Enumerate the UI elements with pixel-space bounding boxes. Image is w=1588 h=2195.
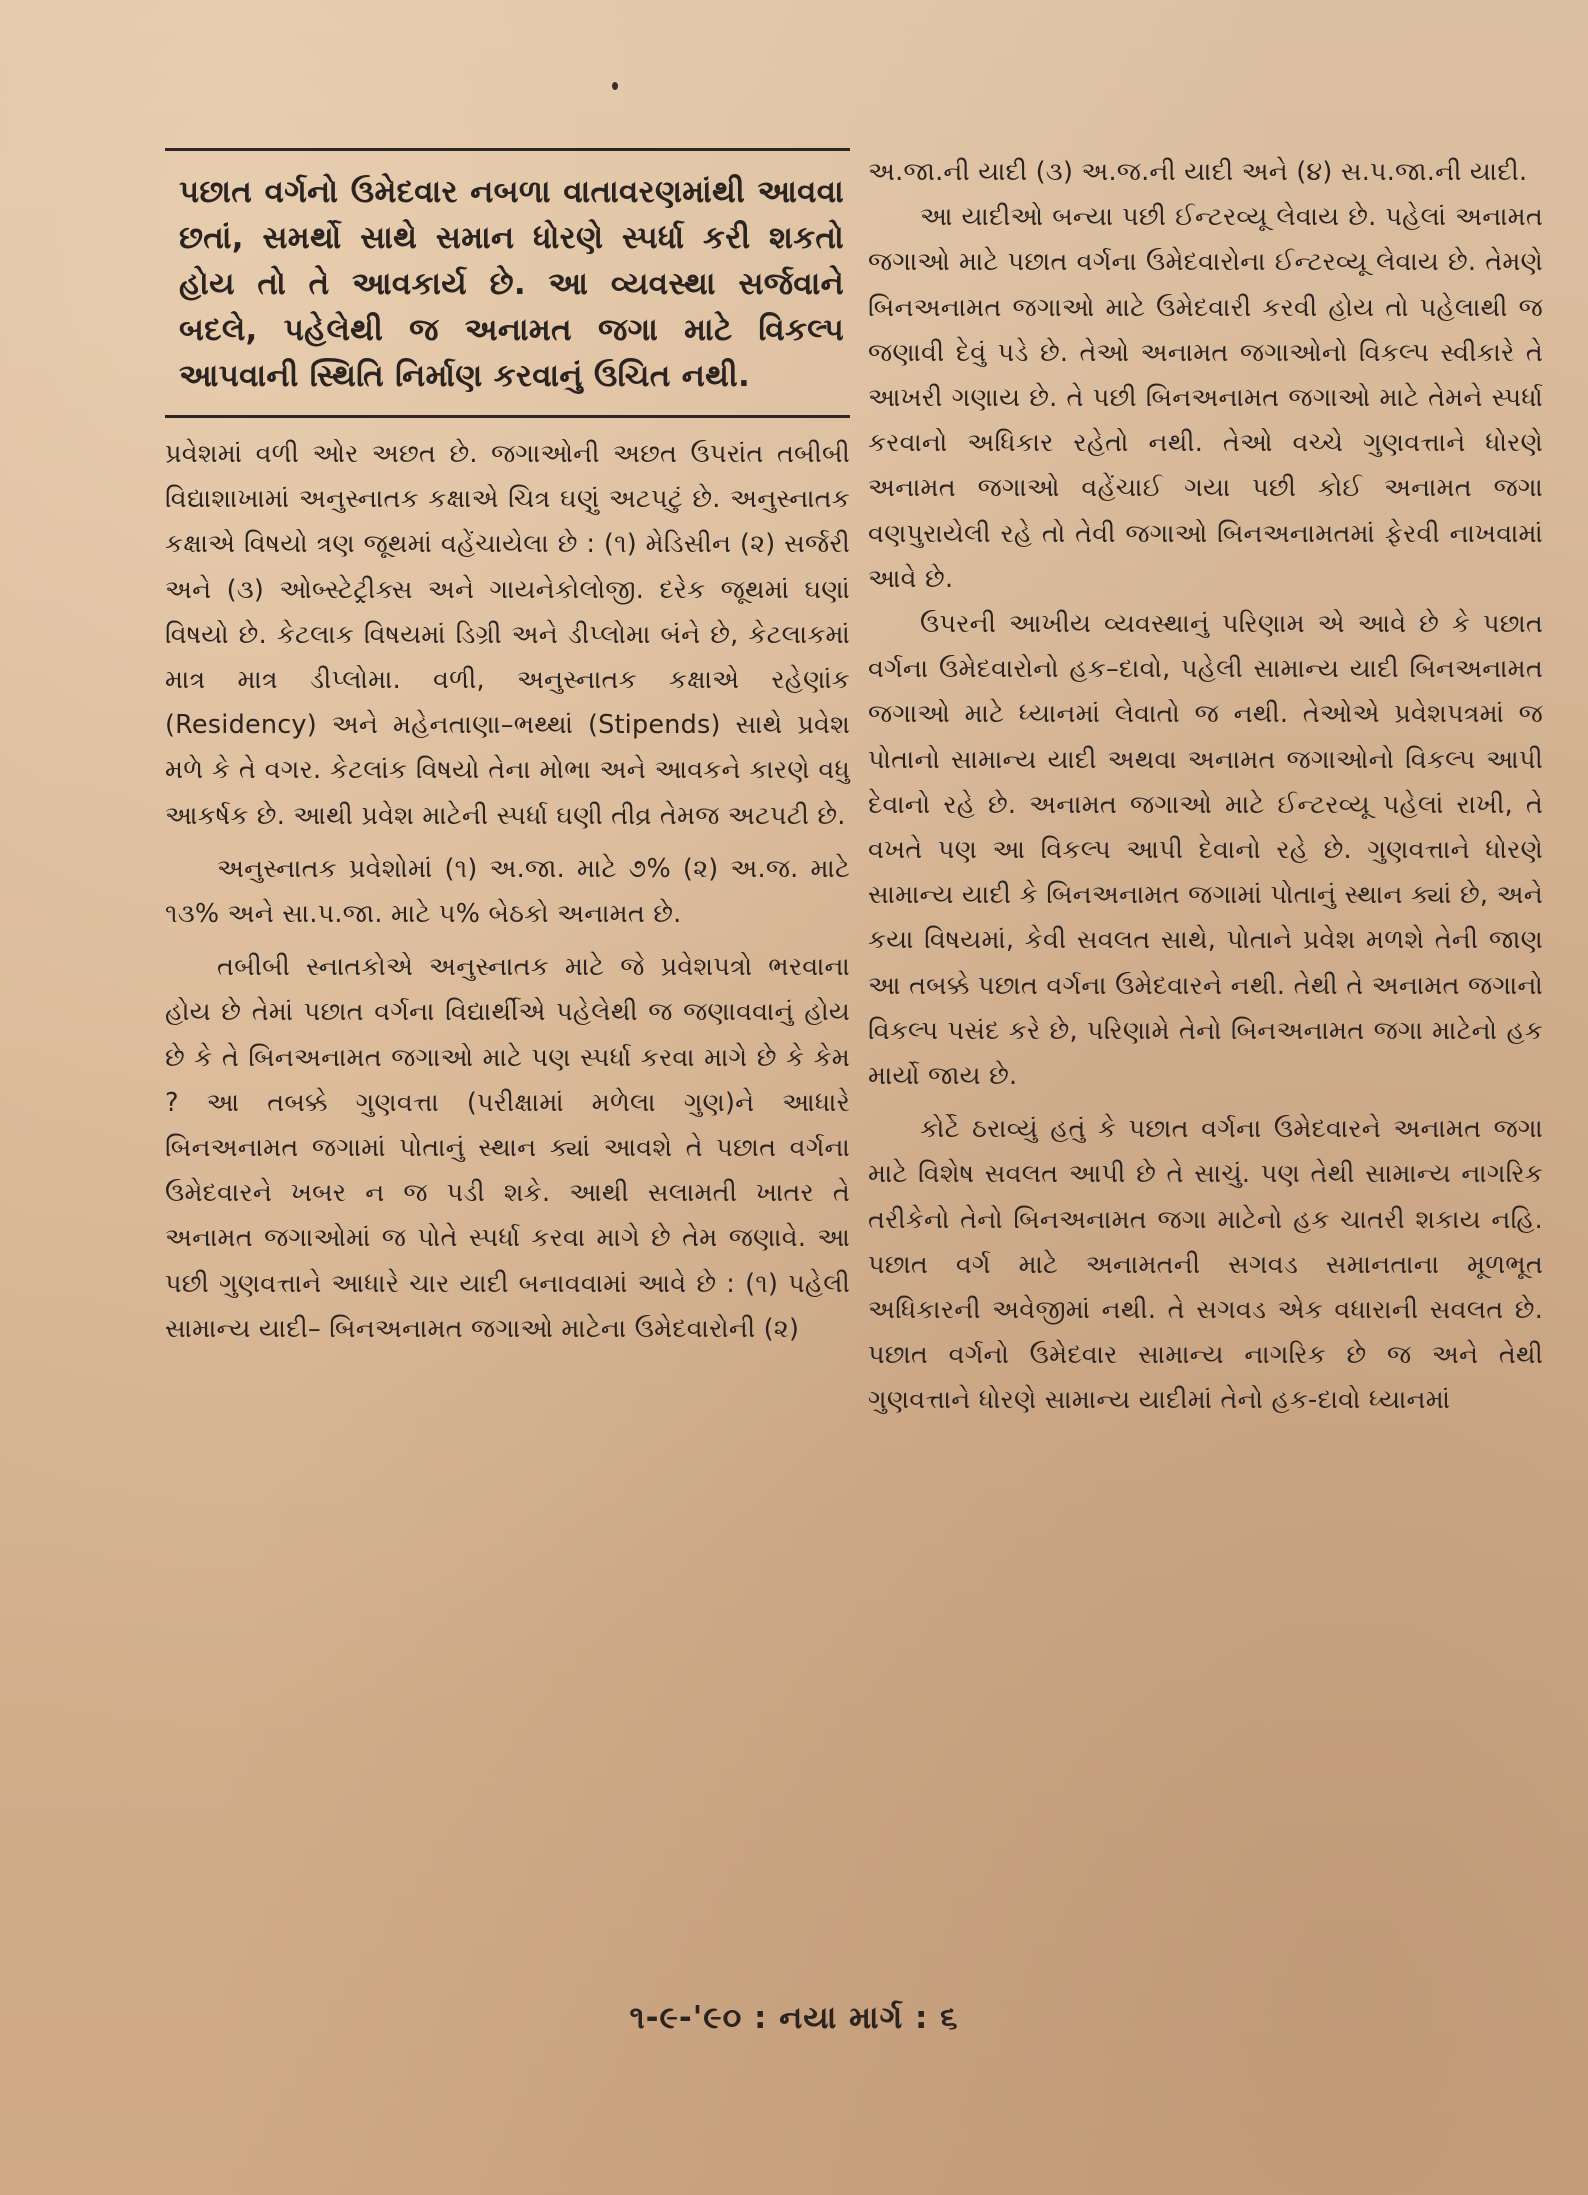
paragraph: ઉપરની આખીય વ્યવસ્થાનું પરિણામ એ આવે છે કે પછાત વર્ગના ઉમેદવારોનો હક–દાવો, પહેલી સામાન્ય યાદી બિનઅનામત જગાઓ માટે ધ્યાનમાં લેવાતો જ નથી. તેઓએ પ્રવેશપત્રમાં જ પોતાનો સામાન્ય યાદી અથવા અનામત જગાઓનો વિકલ્પ આપી દેવાનો રહે છે. અનામત જગાઓ માટે ઈન્ટરવ્યૂ પહેલાં રાખી, તે વખતે પણ આ વિકલ્પ આપી દેવાનો રહે છે. ગુણવત્તાને ધોરણે સામાન્ય યાદી કે બિનઅનામત જગામાં પોતાનું સ્થાન ક્યાં છે, અને કયા વિષયમાં, કેવી સવલત સાથે, પોતાને પ્રવેશ મળશે તેની જાણ આ તબક્કે પછાત વર્ગના ઉમેદવારને નથી. તેથી તે અનામત જગાનો વિકલ્પ પસંદ કરે છે, પરિણામે તેનો બિનઅનામત જગા માટેનો હક માર્યો જાય છે. — [868, 609, 1543, 1092]
paragraph: અનુસ્નાતક પ્રવેશોમાં (૧) અ.જા. માટે ૭% (૨) અ.જ. માટે ૧૩% અને સા.પ.જા. માટે ૫% બેઠકો અનામત છે. — [165, 853, 850, 930]
paragraph: અ.જા.ની યાદી (૩) અ.જ.ની યાદી અને (૪) સ.પ.જા.ની યાદી. — [868, 157, 1528, 187]
page-footer: ૧-૯-'૯૦ : નયા માર્ગ : ૬ — [629, 2000, 959, 2036]
paragraph: પ્રવેશમાં વળી ઓર અછત છે. જગાઓની અછત ઉપરાંત તબીબી વિદ્યાશાખામાં અનુસ્નાતક કક્ષાએ ચિત્ર ઘણું અટપટું છે. અનુસ્નાતક કક્ષાએ વિષયો ત્રણ જૂથમાં વહેંચાયેલા છે : (૧) મેડિસીન (૨) સર્જરી અને (૩) ઓબ્સ્ટેટ્રીક્સ અને ગાયનેકોલોજી. દરેક જૂથમાં ઘણાં વિષયો છે. કેટલાક વિષયમાં ડિગ્રી અને ડીપ્લોમા બંને છે, કેટલાકમાં માત્ર માત્ર ડીપ્લોમા. વળી, અનુસ્નાતક કક્ષાએ રહેણાંક (Residency) અને મહેનતાણા–ભથ્થાં (Stipends) સાથે પ્રવેશ મળે કે તે વગર. કેટલાંક વિષયો તેના મોભા અને આવકને કારણે વધુ આકર્ષક છે. આથી પ્રવેશ માટેની સ્પર્ધા ઘણી તીવ્ર તેમજ અટપટી છે. — [165, 439, 850, 831]
left-column — [165, 148, 850, 1352]
ink-speck — [612, 82, 618, 90]
left-body-text — [165, 418, 850, 1352]
paragraph: કોર્ટે ઠરાવ્યું હતું કે પછાત વર્ગના ઉમેદવારને અનામત જગા માટે વિશેષ સવલત આપી છે તે સાચું. પણ તેથી સામાન્ય નાગરિક તરીકેનો તેનો બિનઅનામત જગા માટેનો હક ચાતરી શકાય નહિ. પછાત વર્ગ માટે અનામતની સગવડ સમાનતાના મૂળભૂત અધિકારની અવેજીમાં નથી. તે સગવડ એક વધારાની સવલત છે. પછાત વર્ગનો ઉમેદવાર સામાન્ય નાગરિક છે જ અને તેથી ગુણવત્તાને ધોરણે સામાન્ય યાદીમાં તેનો હક-દાવો ધ્યાનમાં — [868, 1114, 1543, 1416]
right-column — [868, 150, 1543, 1424]
paragraph: આ યાદીઓ બન્યા પછી ઈન્ટરવ્યૂ લેવાય છે. પહેલાં અનામત જગાઓ માટે પછાત વર્ગના ઉમેદવારોના ઈન્ટરવ્યૂ લેવાય છે. તેમણે બિનઅનામત જગાઓ માટે ઉમેદવારી કરવી હોય તો પહેલાથી જ જણાવી દેવું પડે છે. તેઓ અનામત જગાઓનો વિકલ્પ સ્વીકારે તે આખરી ગણાય છે. તે પછી બિનઅનામત જગાઓ માટે તેમને સ્પર્ધા કરવાનો અધિકાર રહેતો નથી. તેઓ વચ્ચે ગુણવત્તાને ધોરણે અનામત જગાઓ વહેંચાઈ ગયા પછી કોઈ અનામત જગા વણપુરાયેલી રહે તો તેવી જગાઓ બિનઅનામતમાં ફેરવી નાખવામાં આવે છે. — [868, 202, 1543, 594]
pull-quote: પછાત વર્ગનો ઉમેદવાર નબળા વાતાવરણમાંથી આવવા છતાં, સમર્થો સાથે સમાન ધોરણે સ્પર્ધા કરી શકતો હોય તો તે આવકાર્ય છે. આ વ્યવસ્થા સર્જવાને બદલે, પહેલેથી જ અનામત જગા માટે વિકલ્પ આપવાની સ્થિતિ નિર્માણ કરવાનું ઉચિત નથી. — [179, 174, 844, 394]
paragraph: તબીબી સ્નાતકોએ અનુસ્નાતક માટે જે પ્રવેશપત્રો ભરવાના હોય છે તેમાં પછાત વર્ગના વિદ્યાર્થીએ પહેલેથી જ જણાવવાનું હોય છે કે તે બિનઅનામત જગાઓ માટે પણ સ્પર્ધા કરવા માગે છે કે કેમ ? આ તબક્કે ગુણવત્તા (પરીક્ષામાં મળેલા ગુણ)ને આધારે બિનઅનામત જગામાં પોતાનું સ્થાન ક્યાં આવશે તે પછાત વર્ગના ઉમેદવારને ખબર ન જ પડી શકે. આથી સલામતી ખાતર તે અનામત જગાઓમાં જ પોતે સ્પર્ધા કરવા માગે છે તેમ જણાવે. આ પછી ગુણવત્તાને આધારે ચાર યાદી બનાવવામાં આવે છે : (૧) પહેલી સામાન્ય યાદી– બિનઅનામત જગાઓ માટેના ઉમેદવારોની (૨) — [165, 952, 850, 1344]
